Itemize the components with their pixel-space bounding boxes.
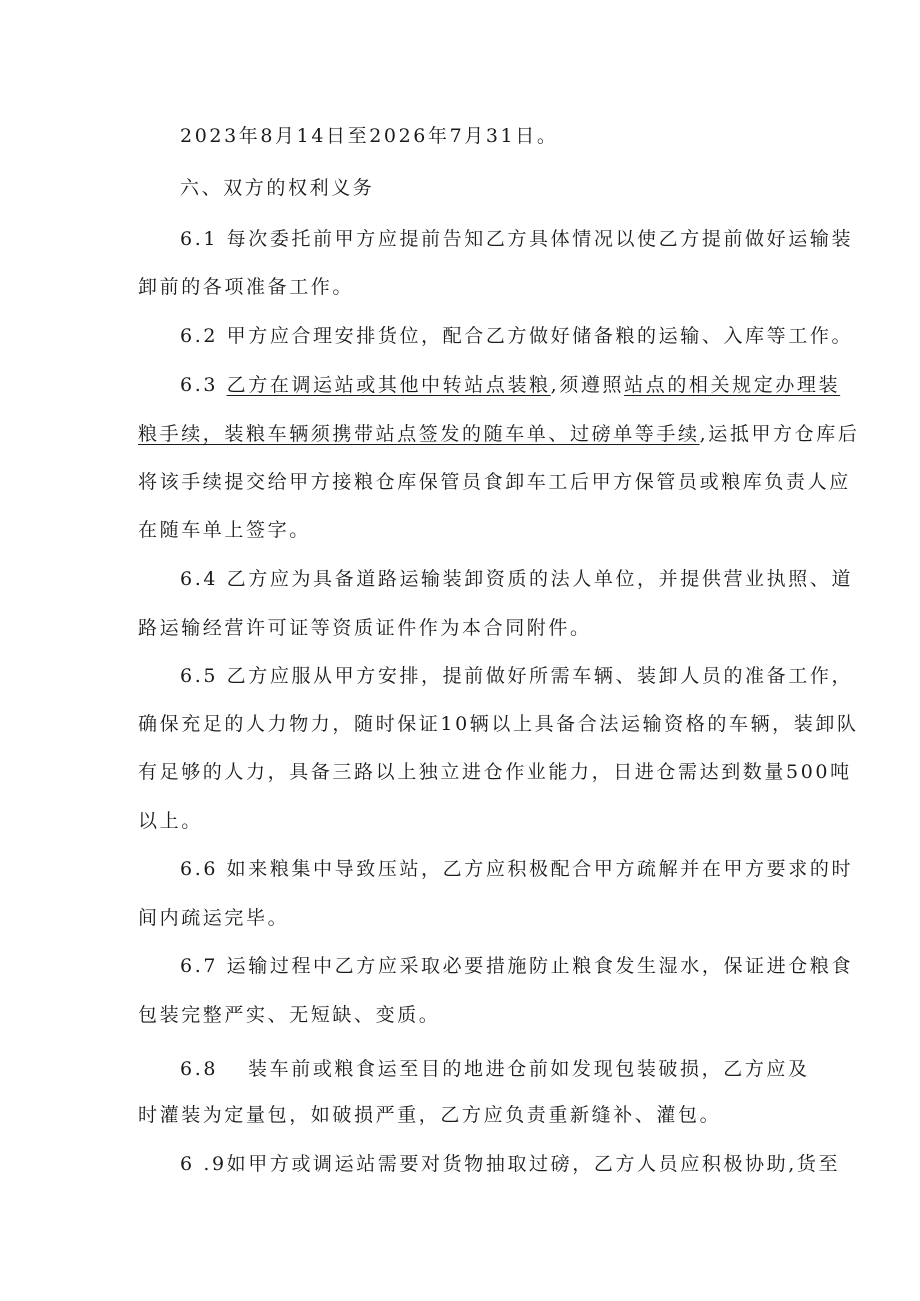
clause-6-1-line-1 [180, 226, 853, 252]
line-text: ,须遵照 [550, 374, 625, 396]
clause-6-5-line-3 [138, 759, 852, 785]
line-text: 包装完整严实、无短缺、变质。 [138, 1004, 441, 1026]
clause-6-6-line-1 [180, 856, 853, 882]
line-text: 6.3 [180, 374, 227, 396]
line-text: 6.4 乙方应为具备道路运输装卸资质的法人单位，并提供营业执照、道 [180, 568, 854, 590]
line-text: 6.2 甲方应合理安排货位，配合乙方做好储备粮的运输、入库等工作。 [180, 325, 854, 347]
clause-6-3-line-3 [138, 469, 851, 495]
underlined-text: 站点的相关规定办理装 [624, 374, 841, 396]
clause-6-8-line-1 [180, 1056, 810, 1082]
line-text: 2023年8月14日至2026年7月31日。 [180, 125, 559, 147]
line-text: 6.5 乙方应服从甲方安排，提前做好所需车辆、装卸人员的准备工作， [180, 665, 854, 687]
clause-6-8-line-2 [138, 1102, 721, 1128]
line-text: 间内疏运完毕。 [138, 907, 290, 929]
clause-6-7-line-1 [180, 953, 853, 979]
underlined-text: 乙方在调运站或其他中转站点装粮 [226, 374, 551, 396]
underlined-text: 粮手续，装粮车辆须携带站点签发的随车单、过磅单等手续 [138, 423, 700, 445]
line-text: 路运输经营许可证等资质证件作为本合同附件。 [138, 617, 592, 639]
clause-6-4-line-1 [180, 566, 853, 592]
line-text: 6.7 运输过程中乙方应采取必要措施防止粮食发生湿水，保证进仓粮食 [180, 955, 854, 977]
line-text: 以上。 [138, 810, 203, 832]
line-text: 在随车单上签字。 [138, 519, 311, 541]
line-text: 时灌装为定量包，如破损严重，乙方应负责重新缝补、灌包。 [138, 1104, 722, 1126]
clause-6-2 [180, 323, 853, 349]
clause-6-5-line-2 [138, 711, 859, 737]
clause-6-6-line-2 [138, 905, 289, 931]
clause-6-1-line-2 [138, 274, 354, 300]
date-range-line [180, 123, 558, 149]
line-text: 6.1 每次委托前甲方应提前告知乙方具体情况以使乙方提前做好运输装 [180, 228, 854, 250]
clause-6-4-line-2 [138, 615, 592, 641]
line-text: 6.6 如来粮集中导致压站，乙方应积极配合甲方疏解并在甲方要求的时 [180, 858, 854, 880]
clause-6-5-line-4 [138, 808, 203, 834]
line-text: 将该手续提交给甲方接粮仓库保管员食卸车工后甲方保管员或粮库负责人应 [138, 471, 851, 493]
line-text: 装车前或粮食运至目的地进仓前如发现包装破损，乙方应及 [248, 1058, 810, 1080]
clause-6-5-line-1 [180, 663, 853, 689]
clause-6-7-line-2 [138, 1002, 440, 1028]
line-text: 卸前的各项准备工作。 [138, 276, 355, 298]
clause-6-3-line-1 [180, 372, 840, 398]
line-text: ,运抵甲方仓库后 [699, 423, 860, 445]
line-text: 有足够的人力，具备三路以上独立进仓作业能力，日进仓需达到数量500吨 [138, 761, 852, 783]
clause-number: 6.8 [180, 1058, 219, 1080]
clause-6-3-line-2 [138, 421, 859, 447]
section-heading [180, 175, 374, 201]
line-text: 6 .9如甲方或调运站需要对货物抽取过磅，乙方人员应积极协助,货至 [180, 1153, 841, 1175]
clause-6-3-line-4 [138, 517, 311, 543]
line-text: 六、双方的权利义务 [180, 177, 375, 199]
line-text: 确保充足的人力物力，随时保证10辆以上具备合法运输资格的车辆，装卸队 [138, 713, 859, 735]
clause-6-9-line-1 [180, 1151, 840, 1177]
